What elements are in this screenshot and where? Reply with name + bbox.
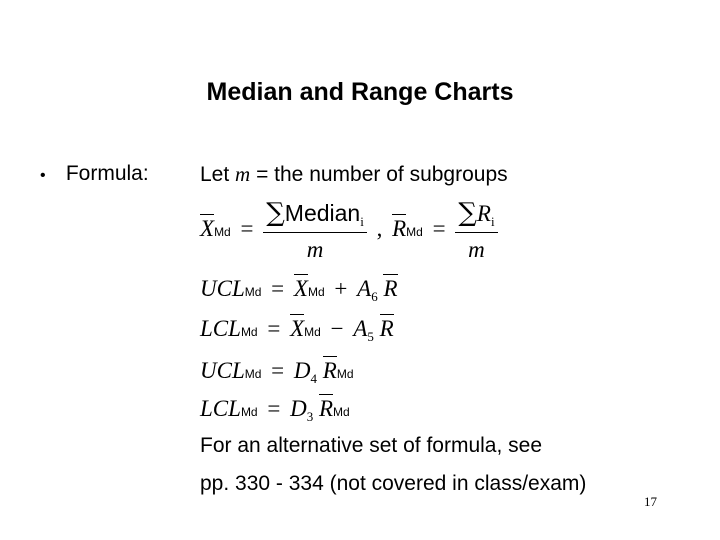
sum-icon: ∑ <box>458 198 477 228</box>
intro-suffix: = the number of subgroups <box>256 163 508 186</box>
formula-ucl-median: UCLMd = XMd + $A_6$ R <box>200 276 398 304</box>
xbar-fraction: $\frac{\sum Median_i}{m}$ <box>263 198 367 263</box>
formula-lcl-range: LCLMd = $D_3$ RMd <box>200 396 350 424</box>
slide-title: Median and Range Charts <box>206 78 514 106</box>
bullet-dot-icon: • <box>40 167 46 184</box>
rbar-fraction: $\frac{\sum R_i}{m}$ <box>455 198 497 263</box>
note-line-2: pp. 330 - 334 (not covered in class/exam) <box>200 472 587 495</box>
median-word: Median <box>284 200 361 226</box>
intro-prefix: Let <box>200 163 230 186</box>
bullet-label: Formula: <box>65 162 149 185</box>
formula-ucl-range: UCLMd = $D_4$ RMd <box>200 358 354 386</box>
note-line-1: For an alternative set of formula, see <box>200 434 542 457</box>
intro-line <box>200 162 508 187</box>
page-number: 17 <box>644 494 657 509</box>
formula-centerlines: XMd = $\frac{\sum Median_i}{m}$ , RMd = $\frac{\sum R_i}{m}$ <box>200 198 498 263</box>
sum-icon: ∑ <box>266 198 285 228</box>
xbar-symbol: X <box>200 215 215 241</box>
md-subscript: Md <box>214 224 231 239</box>
formula-bullet <box>40 162 149 186</box>
intro-var: m <box>235 162 251 186</box>
rbar-symbol: R <box>392 215 407 241</box>
formula-lcl-median: LCLMd = XMd − $A_5$ R <box>200 316 394 344</box>
